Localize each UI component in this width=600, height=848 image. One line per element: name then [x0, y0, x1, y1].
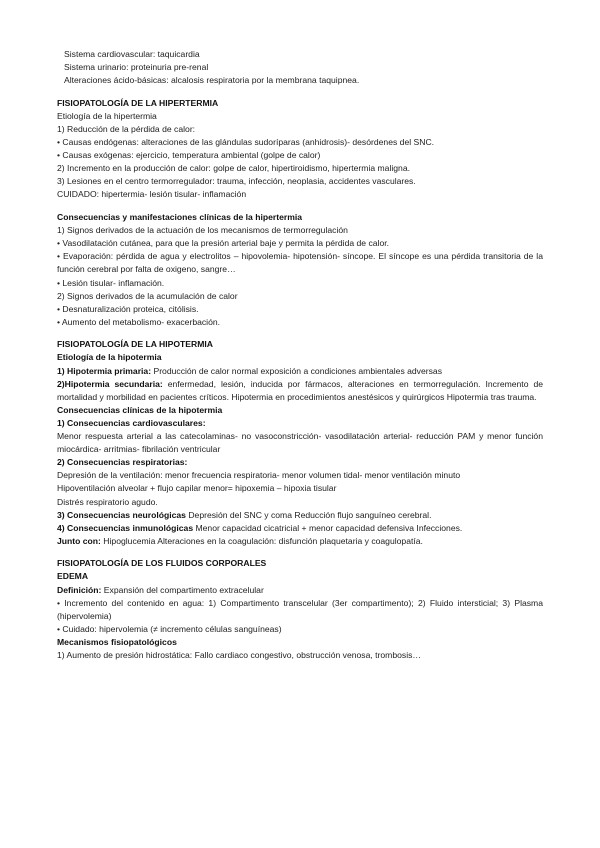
inmuno-text: Menor capacidad cicatricial + menor capacidad defensiva Infecciones. — [193, 522, 463, 533]
secundaria-label: 2)Hipotermia secundaria: — [57, 378, 163, 389]
fluidos-line-3: 1) Aumento de presión hidrostática: Fallo cardiaco congestivo, obstrucción venosa, trombosis… — [57, 650, 421, 661]
hiper-line-4: 2) Incremento en la producción de calor: golpe de calor, hipertiroidismo, hipertermia maligna. — [57, 163, 411, 174]
conse-line-1: 1) Signos derivados de la actuación de los mecanismos de termorregulación — [57, 225, 348, 236]
conse-line-2: • Vasodilatación cutánea, para que la presión arterial baje y permita la pérdida de calor. — [57, 238, 389, 249]
section-title-fluidos: FISIOPATOLOGÍA DE LOS FLUIDOS CORPORALES — [57, 558, 267, 569]
neuro-label: 3) Consecuencias neurológicas — [57, 509, 186, 520]
definicion-text: Expansión del compartimento extracelular — [101, 584, 264, 595]
hipotermia-primaria — [57, 365, 543, 378]
cardio-text: Menor respuesta arterial a las catecolaminas- no vasoconstricción- vasodilatación arterial- reducción PAM y menor función miocárdica- arritmias- fibrilación ventricular — [57, 431, 543, 455]
hiper-line-5: 3) Lesiones en el centro termorregulador: trauma, infección, neoplasia, accidentes vasculares. — [57, 176, 416, 187]
conse-line-4: • Lesión tisular- inflamación. — [57, 277, 165, 288]
intro-line-1: Sistema cardiovascular: taquicardia — [64, 49, 200, 59]
hipotermia-secundaria — [57, 378, 543, 404]
neuro-line — [57, 509, 543, 522]
definicion-line — [57, 584, 543, 597]
conse-line-6: • Desnaturalización proteica, citólisis. — [57, 303, 199, 314]
neuro-text: Depresión del SNC y coma Reducción flujo sanguíneo cerebral. — [185, 509, 432, 520]
etiologia-hipertermia: Etiología de la hipertermia — [57, 110, 157, 121]
intro-line-2: Sistema urinario: proteinuria pre-renal — [64, 62, 209, 73]
primaria-text: Producción de calor normal exposición a condiciones ambientales adversas — [151, 365, 442, 376]
consecuencias-hipotermia-title: Consecuencias clínicas de la hipotermia — [57, 404, 223, 415]
junto-label: Junto con: — [57, 535, 101, 546]
conse-line-3: • Evaporación: pérdida de agua y electrolitos – hipovolemia- hipotensión- síncope. El síncope es una pérdida transitoria de la función cerebral por falta de oxigeno, sangre… — [57, 251, 543, 275]
section-title-hipotermia: FISIOPATOLOGÍA DE LA HIPOTERMIA — [57, 339, 213, 350]
conse-line-7: • Aumento del metabolismo- exacerbación. — [57, 316, 221, 327]
definicion-label: Definición: — [57, 584, 102, 595]
fluidos-line-2: • Cuidado: hipervolemia (≠ incremento células sanguíneas) — [57, 623, 282, 634]
junto-text: Hipoglucemia Alteraciones en la coagulación: disfunción plaquetaria y coagulopatía. — [100, 535, 423, 546]
primaria-label: 1) Hipotermia primaria: — [57, 365, 152, 376]
resp-line-3: Distrés respiratorio agudo. — [57, 496, 158, 507]
conse-line-5: 2) Signos derivados de la acumulación de calor — [57, 290, 238, 301]
edema-heading: EDEMA — [57, 571, 89, 582]
hiper-line-3: • Causas exógenas: ejercicio, temperatura ambiental (golpe de calor) — [57, 150, 321, 161]
inmuno-line — [57, 522, 543, 535]
mecanismos-title: Mecanismos fisiopatológicos — [57, 636, 177, 647]
hiper-line-2: • Causas endógenas: alteraciones de las glándulas sudoríparas (anhidrosis)- desórdenes del SNC. — [57, 137, 435, 148]
inmuno-label: 4) Consecuencias inmunológicas — [57, 522, 194, 533]
intro-line-3: Alteraciones ácido-básicas: alcalosis respiratoria por la membrana taquipnea. — [64, 75, 360, 86]
resp-line-2: Hipoventilación alveolar + flujo capilar menor= hipoxemia – hipoxia tisular — [57, 483, 337, 494]
section-title-hipertermia: FISIOPATOLOGÍA DE LA HIPERTERMIA — [57, 97, 219, 108]
fluidos-line-1: • Incremento del contenido en agua: 1) Compartimento transcelular (3er compartimento); 2) Fluido intersticial; 3) Plasma (hipervolemia) — [57, 597, 543, 621]
hiper-line-6: CUIDADO: hipertermia- lesión tisular- inflamación — [57, 189, 247, 200]
junto-line — [57, 535, 543, 548]
secundaria-text: enfermedad, lesión, inducida por fármacos, alteraciones en termorregulación. Incremento de mortalidad y morbilidad en pacientes críticos. Hipotermia en procedimientos anestésicos y quirúrgicos Hipotermia tras trauma. — [57, 378, 544, 402]
hiper-line-1: 1) Reducción de la pérdida de calor: — [57, 123, 196, 134]
etiologia-hipotermia: Etiología de la hipotermia — [57, 352, 162, 363]
consecuencias-hipertermia-title: Consecuencias y manifestaciones clínicas de la hipertermia — [57, 212, 303, 223]
cardio-label: 1) Consecuencias cardiovasculares: — [57, 417, 206, 428]
resp-label: 2) Consecuencias respiratorias: — [57, 457, 188, 468]
resp-line-1: Depresión de la ventilación: menor frecuencia respiratoria- menor volumen tidal- menor ventilación minuto — [57, 470, 461, 481]
